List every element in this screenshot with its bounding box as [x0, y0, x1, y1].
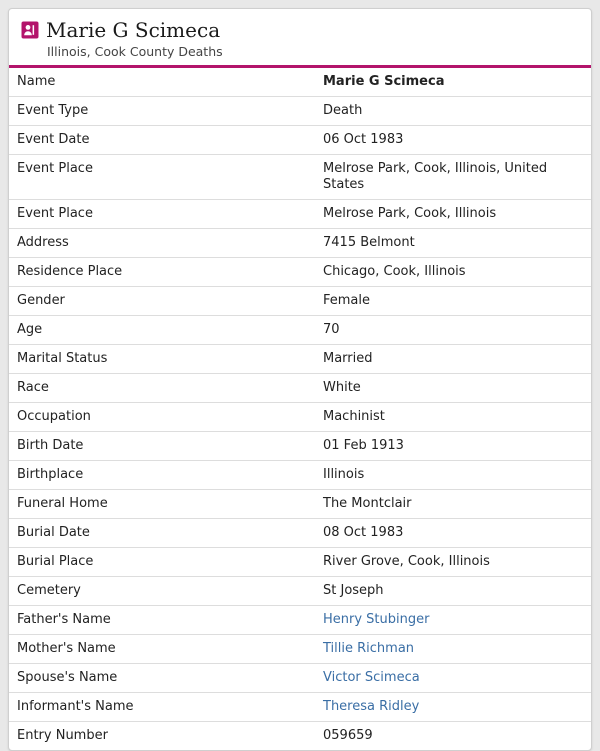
table-row: [9, 258, 591, 287]
table-row: [9, 461, 591, 490]
fact-label: Name: [9, 68, 315, 97]
fact-label: Birthplace: [9, 461, 315, 490]
fact-value-link[interactable]: Theresa Ridley: [323, 699, 420, 714]
fact-value: Illinois: [315, 461, 591, 490]
table-row: [9, 68, 591, 97]
fact-label: Event Type: [9, 97, 315, 126]
fact-label: Informant's Name: [9, 693, 315, 722]
fact-label: Race: [9, 374, 315, 403]
fact-label: Burial Date: [9, 519, 315, 548]
fact-value: River Grove, Cook, Illinois: [315, 548, 591, 577]
table-row: [9, 577, 591, 606]
table-row: [9, 126, 591, 155]
fact-value-link[interactable]: Tillie Richman: [323, 641, 415, 656]
fact-value: Chicago, Cook, Illinois: [315, 258, 591, 287]
table-row: [9, 548, 591, 577]
fact-value: Machinist: [315, 403, 591, 432]
fact-value: 059659: [323, 728, 373, 743]
fact-label: Mother's Name: [9, 635, 315, 664]
fact-value: White: [315, 374, 591, 403]
fact-value: 06 Oct 1983: [315, 126, 591, 155]
table-row: [9, 345, 591, 374]
table-row: [9, 229, 591, 258]
fact-label: Gender: [9, 287, 315, 316]
table-row: [9, 606, 591, 635]
fact-label: Cemetery: [9, 577, 315, 606]
fact-label: Birth Date: [9, 432, 315, 461]
fact-label: Funeral Home: [9, 490, 315, 519]
fact-label: Address: [9, 229, 315, 258]
record-title-row: [21, 19, 579, 41]
fact-value-link[interactable]: Victor Scimeca: [323, 670, 420, 685]
table-row: [9, 693, 591, 722]
fact-value: The Montclair: [315, 490, 591, 519]
fact-label: Event Place: [9, 200, 315, 229]
page-title: Marie G Scimeca: [46, 18, 221, 42]
table-row: [9, 635, 591, 664]
table-row: [9, 97, 591, 126]
record-card: [8, 8, 592, 751]
table-row: [9, 200, 591, 229]
fact-value: [315, 606, 591, 635]
fact-label: Entry Number: [17, 728, 108, 743]
fact-value: Melrose Park, Cook, Illinois: [315, 200, 591, 229]
record-facts-table: [9, 68, 591, 750]
fact-value: Death: [315, 97, 591, 126]
table-row: [9, 287, 591, 316]
fact-value: 01 Feb 1913: [315, 432, 591, 461]
table-row: [9, 374, 591, 403]
fact-value: [315, 635, 591, 664]
table-row: [9, 722, 591, 751]
fact-label: Spouse's Name: [9, 664, 315, 693]
fact-label: Burial Place: [9, 548, 315, 577]
table-row: [9, 490, 591, 519]
fact-label: Marital Status: [9, 345, 315, 374]
fact-label: Event Place: [9, 155, 315, 200]
fact-label: Residence Place: [9, 258, 315, 287]
fact-label: Age: [9, 316, 315, 345]
fact-value: Female: [315, 287, 591, 316]
fact-value-link[interactable]: Henry Stubinger: [323, 612, 430, 627]
record-header: [9, 9, 591, 68]
fact-value: 08 Oct 1983: [315, 519, 591, 548]
fact-label: Event Date: [9, 126, 315, 155]
table-row: [9, 155, 591, 200]
fact-value: [315, 693, 591, 722]
fact-label: Occupation: [9, 403, 315, 432]
table-row: [9, 432, 591, 461]
fact-value: 70: [315, 316, 591, 345]
person-record-icon: [21, 21, 39, 39]
fact-value: Marie G Scimeca: [315, 68, 591, 97]
fact-value: Married: [315, 345, 591, 374]
table-row: [9, 664, 591, 693]
fact-value: 7415 Belmont: [315, 229, 591, 258]
fact-value: [315, 664, 591, 693]
table-row: [9, 519, 591, 548]
table-row: [9, 316, 591, 345]
fact-label: Father's Name: [9, 606, 315, 635]
fact-value: St Joseph: [315, 577, 591, 606]
table-row: [9, 403, 591, 432]
record-facts-body: [9, 68, 591, 750]
fact-value: Melrose Park, Cook, Illinois, United States: [315, 155, 591, 200]
record-collection-name: Illinois, Cook County Deaths: [47, 44, 223, 59]
